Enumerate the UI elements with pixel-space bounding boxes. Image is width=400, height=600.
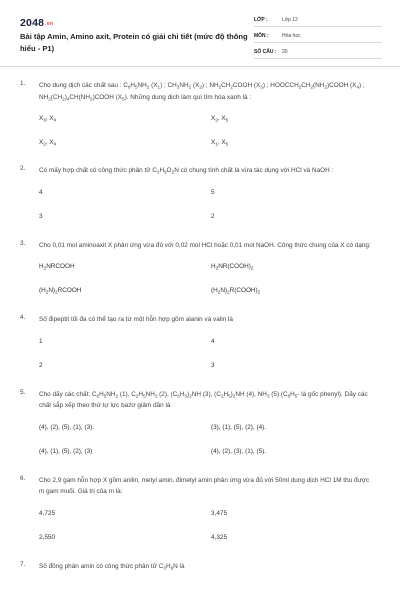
answer-option[interactable]: 4,325 bbox=[211, 533, 227, 541]
question-item bbox=[0, 240, 400, 304]
question-item bbox=[0, 475, 400, 550]
answer-option[interactable]: 2 bbox=[39, 361, 43, 369]
answer-option[interactable]: 2 bbox=[211, 212, 215, 220]
answer-option[interactable]: (4), (2), (5), (1), (3). bbox=[39, 423, 95, 431]
answer-option[interactable]: 3 bbox=[211, 361, 215, 369]
answer-options bbox=[39, 107, 374, 155]
answer-options bbox=[39, 181, 374, 229]
answer-options bbox=[39, 416, 374, 464]
question-list bbox=[0, 80, 400, 572]
document-title: Bài tập Amin, Amino axit, Protein có giải chi tiết (mức độ thông hiểu - P1) bbox=[20, 32, 248, 53]
question-text: Cho dãy các chất: $C_6H_5NH_2$ (1), $C_2H_5NH_2$ (2), $(C_6H_5)_2NH$ (3), $(C_2H_5)_2NH$ (4), $NH_3$ (5) ($C_6H_5-$ là gốc phenyl). Dãy các chất sắp xếp theo thứ tự lực bazơ giảm dần là bbox=[39, 390, 368, 409]
answer-option[interactable]: 4 bbox=[211, 337, 215, 345]
answer-option[interactable]: 3 bbox=[39, 212, 43, 220]
answer-option[interactable]: $H_2NR(COOH)_2$ bbox=[211, 263, 254, 271]
meta-value: 20 bbox=[282, 48, 288, 55]
answer-option[interactable]: $(H_2N)_2R(COOH)_2$ bbox=[211, 287, 261, 295]
answer-option[interactable]: (3), (1), (5), (2), (4). bbox=[211, 423, 267, 431]
answer-option[interactable]: $X_1$, $X_5$ bbox=[211, 139, 229, 147]
question-item bbox=[0, 389, 400, 464]
meta-row-count bbox=[254, 45, 382, 59]
answer-option[interactable]: $X_2$, $X_4$ bbox=[39, 139, 57, 147]
question-number: 2. bbox=[20, 165, 26, 172]
question-text: Số đipeptit tối đa có thể tạo ra từ một hỗn hợp gồm alanin và valin là bbox=[39, 316, 233, 323]
answer-option[interactable]: (4), (1), (5), (2), (3) bbox=[39, 447, 93, 455]
answer-options bbox=[39, 502, 374, 550]
meta-label: LỚP : bbox=[254, 16, 268, 23]
document-meta bbox=[254, 13, 382, 61]
question-number: 7. bbox=[20, 560, 26, 568]
answer-option[interactable]: $H_2NRCOOH$ bbox=[39, 263, 75, 271]
question-text: Số đồng phân amin có công thức phân tử $C_3H_9N$ là bbox=[39, 562, 185, 570]
question-text: Có mấy hợp chất có công thức phân tử $C_3H_9O_2N$ có chung tính chất là vừa tác dụng với HCl và NaOH : bbox=[39, 167, 334, 175]
page-header bbox=[0, 0, 400, 66]
meta-value: Lớp 12 bbox=[282, 16, 298, 23]
question-item bbox=[0, 80, 400, 155]
question-text: Cho 0,01 mol aminoaxit X phản ứng vừa đủ với 0,02 mol HCl hoặc 0,01 mol NaOH. Công thức chung của X có dạng: bbox=[39, 241, 371, 249]
question-item bbox=[0, 314, 400, 378]
answer-option[interactable]: (4), (2), (3), (1), (5). bbox=[211, 447, 267, 455]
answer-option[interactable]: $X_3$, $X_4$ bbox=[39, 115, 57, 123]
answer-option[interactable]: 5 bbox=[211, 188, 215, 196]
meta-row-subject bbox=[254, 29, 382, 43]
meta-value: Hóa học bbox=[282, 32, 301, 39]
answer-options bbox=[39, 255, 374, 303]
answer-option[interactable]: 3,475 bbox=[211, 509, 227, 517]
question-number: 3. bbox=[20, 239, 26, 247]
answer-option[interactable]: $X_2$, $X_5$ bbox=[211, 115, 229, 123]
question-number: 4. bbox=[20, 314, 26, 321]
answer-option[interactable]: 2,550 bbox=[39, 533, 55, 541]
answer-option[interactable]: 4,725 bbox=[39, 509, 55, 517]
site-logo[interactable]: 2048.vn bbox=[20, 17, 53, 29]
answer-options bbox=[39, 330, 374, 378]
question-number: 1. bbox=[20, 80, 26, 87]
question-item bbox=[0, 561, 400, 573]
meta-row-class bbox=[254, 13, 382, 27]
question-number: 5. bbox=[20, 388, 26, 396]
header-divider bbox=[0, 66, 400, 67]
question-item bbox=[0, 165, 400, 229]
question-text: Cho dung dịch các chất sau : $C_6H_5NH_2$ $(X_1)$ ; $CH_3NH_2$ $(X_2)$ ; $NH_2CH_2COOH$ $(X_3)$ ; $HOOCCH_2CH_2(NH_2)COOH$ $(X_4)$ ; $NH_2(CH_2)_4CH(NH_2)COOH$ $(X_5)$. Những dung dịch làm quì tím hóa xanh là : bbox=[39, 82, 365, 101]
question-text: Cho 2,9 gam hỗn hợp X gồm anilin, metyl amin, đimetyl amin phản ứng vừa đủ với 50ml dung dịch HCl 1M thu được m gam muối. Giá trị của m là: bbox=[39, 476, 370, 495]
question-number: 6. bbox=[20, 474, 26, 482]
meta-label: MÔN : bbox=[254, 32, 269, 39]
answer-option[interactable]: $(H_2N)_2RCOOH$ bbox=[39, 287, 82, 295]
answer-option[interactable]: 1 bbox=[39, 337, 43, 345]
meta-label: SỐ CÂU : bbox=[254, 48, 277, 55]
answer-option[interactable]: 4 bbox=[39, 188, 43, 196]
